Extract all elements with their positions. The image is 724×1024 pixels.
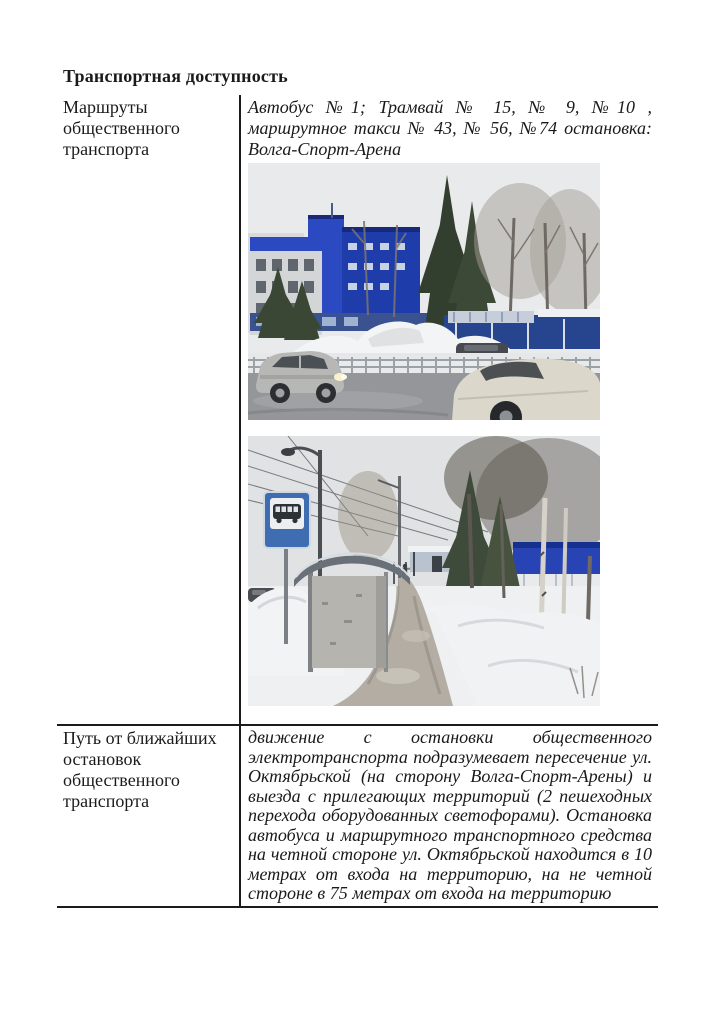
bus-stop-photo — [248, 436, 600, 706]
row2-value-cell — [241, 726, 658, 906]
row1-label: Маршруты общественного транспорта — [63, 97, 180, 159]
table-row — [57, 95, 658, 724]
transport-table — [57, 95, 658, 908]
table-row — [57, 724, 658, 908]
blue-building — [513, 542, 600, 592]
row1-label-cell — [57, 95, 241, 724]
page-title: Транспортная доступность — [63, 66, 288, 86]
street-view-photo — [248, 163, 600, 420]
row2-label: Путь от ближайших остановок общественного транспорта — [63, 728, 217, 811]
row1-value-cell — [241, 95, 658, 724]
row1-value: Автобус №1; Трамвай № 15, № 9, №10 , маршрутное такси № 43, № 56, №74 остановка: Волга-Спорт-Арена — [248, 97, 652, 159]
row2-label-cell — [57, 726, 241, 906]
row2-value: движение с остановки общественного электротранспорта подразумевает пересечение ул. Октябрьской (на сторону Волга-Спорт-Арены) и выезда с прилегающих территорий (2 пешеходных перехода оборудованных светофорами). Остановка автобуса и маршрутного транспортного средства на четной стороне ул. Октябрьской находится в 10 метрах от входа на территорию, на не четной стороне в 75 метрах от входа на территорию — [248, 727, 652, 903]
